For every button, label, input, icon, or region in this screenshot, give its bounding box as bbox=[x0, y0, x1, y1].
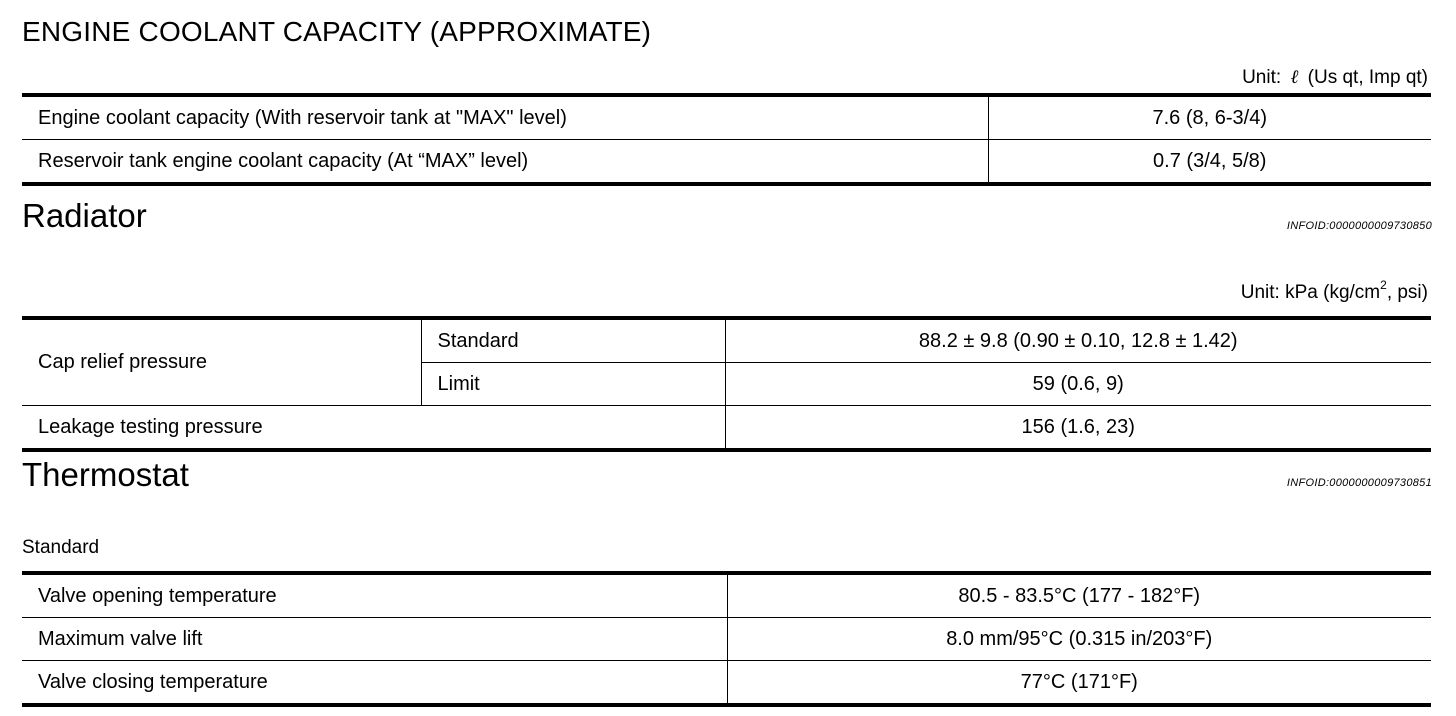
cap-relief-pressure-label: Cap relief pressure bbox=[22, 318, 421, 406]
limit-value: 59 (0.6, 9) bbox=[725, 363, 1431, 406]
liter-symbol: ℓ bbox=[1290, 66, 1299, 88]
radiator-unit-sup: 2 bbox=[1380, 277, 1387, 292]
standard-value: 88.2 ± 9.8 (0.90 ± 0.10, 12.8 ± 1.42) bbox=[725, 318, 1431, 363]
table-row bbox=[22, 318, 1431, 363]
valve-opening-temp-label: Valve opening temperature bbox=[22, 573, 727, 618]
coolant-unit-prefix: Unit: bbox=[1242, 67, 1282, 88]
max-valve-lift-label: Maximum valve lift bbox=[22, 618, 727, 661]
radiator-unit-note bbox=[1240, 277, 1428, 304]
coolant-capacity-table bbox=[22, 93, 1431, 186]
coolant-capacity-value: 7.6 (8, 6-3/4) bbox=[988, 95, 1431, 140]
max-valve-lift-value: 8.0 mm/95°C (0.315 in/203°F) bbox=[727, 618, 1431, 661]
limit-label: Limit bbox=[421, 363, 725, 406]
table-row bbox=[22, 95, 1431, 140]
table-row bbox=[22, 406, 1431, 451]
reservoir-capacity-value: 0.7 (3/4, 5/8) bbox=[988, 140, 1431, 185]
reservoir-capacity-label: Reservoir tank engine coolant capacity (At “MAX” level) bbox=[22, 140, 988, 185]
coolant-unit-note bbox=[1242, 66, 1428, 89]
thermostat-subtitle: Standard bbox=[22, 537, 100, 558]
leakage-testing-value: 156 (1.6, 23) bbox=[725, 406, 1431, 451]
coolant-capacity-title: ENGINE COOLANT CAPACITY (APPROXIMATE) bbox=[22, 16, 652, 47]
valve-closing-temp-value: 77°C (171°F) bbox=[727, 661, 1431, 706]
thermostat-table bbox=[22, 571, 1431, 707]
radiator-unit-prefix: Unit: kPa (kg/cm bbox=[1240, 282, 1381, 303]
radiator-title: Radiator bbox=[22, 197, 147, 234]
table-row bbox=[22, 140, 1431, 185]
radiator-unit-suffix: , psi) bbox=[1386, 282, 1428, 303]
radiator-table bbox=[22, 316, 1431, 452]
thermostat-title: Thermostat bbox=[22, 456, 189, 493]
thermostat-infoid: INFOID:0000000009730851 bbox=[1286, 477, 1432, 489]
leakage-testing-label: Leakage testing pressure bbox=[22, 406, 725, 451]
table-row bbox=[22, 573, 1431, 618]
valve-closing-temp-label: Valve closing temperature bbox=[22, 661, 727, 706]
radiator-infoid: INFOID:0000000009730850 bbox=[1286, 220, 1432, 232]
valve-opening-temp-value: 80.5 - 83.5°C (177 - 182°F) bbox=[727, 573, 1431, 618]
standard-label: Standard bbox=[421, 318, 725, 363]
coolant-capacity-label: Engine coolant capacity (With reservoir tank at "MAX" level) bbox=[22, 95, 988, 140]
coolant-unit-suffix: (Us qt, Imp qt) bbox=[1307, 67, 1428, 88]
table-row bbox=[22, 661, 1431, 706]
table-row bbox=[22, 618, 1431, 661]
